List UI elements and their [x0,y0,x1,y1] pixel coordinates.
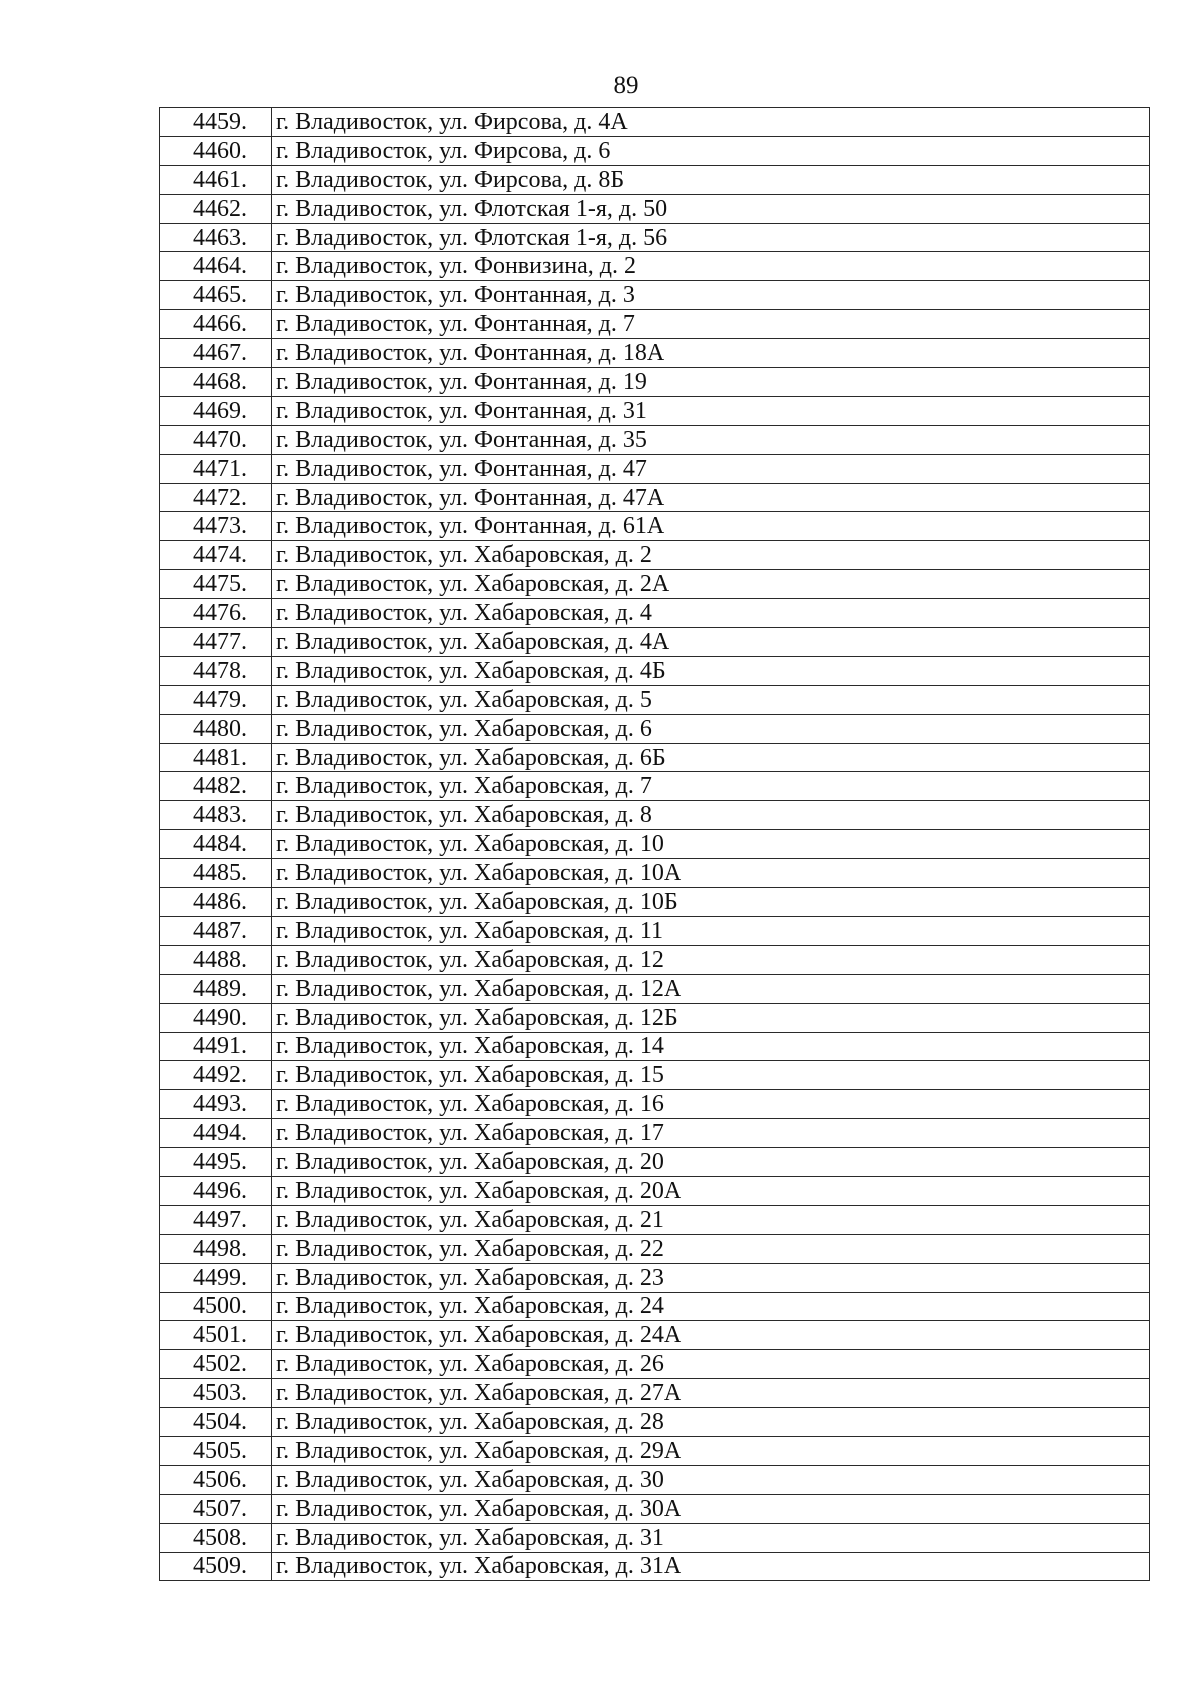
row-number: 4485. [160,859,272,888]
row-number: 4478. [160,656,272,685]
row-address: г. Владивосток, ул. Хабаровская, д. 21 [272,1205,1150,1234]
row-address: г. Владивосток, ул. Хабаровская, д. 14 [272,1032,1150,1061]
row-number: 4477. [160,628,272,657]
row-address: г. Владивосток, ул. Фонтанная, д. 61А [272,512,1150,541]
row-address: г. Владивосток, ул. Фонтанная, д. 3 [272,281,1150,310]
row-number: 4501. [160,1321,272,1350]
table-row [160,541,1150,570]
table-row [160,136,1150,165]
table-row [160,1321,1150,1350]
table-row [160,1234,1150,1263]
row-address: г. Владивосток, ул. Хабаровская, д. 20 [272,1148,1150,1177]
table-row [160,1350,1150,1379]
row-address: г. Владивосток, ул. Хабаровская, д. 11 [272,916,1150,945]
table-row [160,194,1150,223]
table-row [160,1061,1150,1090]
table-row [160,743,1150,772]
row-number: 4474. [160,541,272,570]
table-row [160,310,1150,339]
row-address: г. Владивосток, ул. Хабаровская, д. 6Б [272,743,1150,772]
row-number: 4469. [160,396,272,425]
row-number: 4504. [160,1408,272,1437]
row-address: г. Владивосток, ул. Хабаровская, д. 24А [272,1321,1150,1350]
table-row [160,859,1150,888]
row-address: г. Владивосток, ул. Фирсова, д. 4А [272,108,1150,137]
row-address: г. Владивосток, ул. Хабаровская, д. 31 [272,1523,1150,1552]
table-row [160,1176,1150,1205]
table-row [160,1148,1150,1177]
row-number: 4463. [160,223,272,252]
row-number: 4505. [160,1436,272,1465]
row-address: г. Владивосток, ул. Хабаровская, д. 30 [272,1465,1150,1494]
row-number: 4459. [160,108,272,137]
row-address: г. Владивосток, ул. Хабаровская, д. 22 [272,1234,1150,1263]
table-row [160,1436,1150,1465]
table-row [160,801,1150,830]
row-number: 4488. [160,945,272,974]
table-row [160,108,1150,137]
row-number: 4468. [160,368,272,397]
row-number: 4480. [160,714,272,743]
row-address: г. Владивосток, ул. Хабаровская, д. 2 [272,541,1150,570]
row-address: г. Владивосток, ул. Хабаровская, д. 8 [272,801,1150,830]
row-address: г. Владивосток, ул. Хабаровская, д. 10 [272,830,1150,859]
row-address: г. Владивосток, ул. Флотская 1-я, д. 56 [272,223,1150,252]
table-row [160,772,1150,801]
row-address: г. Владивосток, ул. Хабаровская, д. 16 [272,1090,1150,1119]
row-address: г. Владивосток, ул. Хабаровская, д. 15 [272,1061,1150,1090]
row-address: г. Владивосток, ул. Хабаровская, д. 17 [272,1119,1150,1148]
table-row [160,368,1150,397]
table-row [160,1263,1150,1292]
row-address: г. Владивосток, ул. Хабаровская, д. 28 [272,1408,1150,1437]
row-number: 4509. [160,1552,272,1581]
row-number: 4489. [160,974,272,1003]
row-address: г. Владивосток, ул. Хабаровская, д. 2А [272,570,1150,599]
table-row [160,165,1150,194]
row-number: 4506. [160,1465,272,1494]
row-number: 4487. [160,916,272,945]
table-row [160,1090,1150,1119]
row-number: 4498. [160,1234,272,1263]
table-row [160,830,1150,859]
table-row [160,916,1150,945]
row-address: г. Владивосток, ул. Хабаровская, д. 12А [272,974,1150,1003]
table-row [160,1032,1150,1061]
page-number: 89 [613,72,639,99]
row-number: 4491. [160,1032,272,1061]
row-address: г. Владивосток, ул. Фонтанная, д. 7 [272,310,1150,339]
row-address: г. Владивосток, ул. Фонтанная, д. 31 [272,396,1150,425]
table-row [160,1523,1150,1552]
row-address: г. Владивосток, ул. Фонтанная, д. 47А [272,483,1150,512]
row-address: г. Владивосток, ул. Хабаровская, д. 5 [272,685,1150,714]
row-address: г. Владивосток, ул. Хабаровская, д. 23 [272,1263,1150,1292]
row-number: 4486. [160,888,272,917]
table-row [160,512,1150,541]
row-number: 4495. [160,1148,272,1177]
table-row [160,1379,1150,1408]
table-row [160,223,1150,252]
row-address: г. Владивосток, ул. Фирсова, д. 8Б [272,165,1150,194]
row-number: 4481. [160,743,272,772]
table-row [160,599,1150,628]
row-number: 4494. [160,1119,272,1148]
table-row [160,945,1150,974]
row-number: 4479. [160,685,272,714]
row-number: 4493. [160,1090,272,1119]
row-address: г. Владивосток, ул. Хабаровская, д. 27А [272,1379,1150,1408]
row-address: г. Владивосток, ул. Хабаровская, д. 4А [272,628,1150,657]
row-address: г. Владивосток, ул. Фонтанная, д. 35 [272,425,1150,454]
table-row [160,1408,1150,1437]
row-address: г. Владивосток, ул. Фирсова, д. 6 [272,136,1150,165]
table-row [160,1494,1150,1523]
table-row [160,454,1150,483]
row-address: г. Владивосток, ул. Фонтанная, д. 19 [272,368,1150,397]
row-address: г. Владивосток, ул. Хабаровская, д. 4 [272,599,1150,628]
table-row [160,656,1150,685]
table-row [160,425,1150,454]
table-row [160,281,1150,310]
row-number: 4471. [160,454,272,483]
address-table [159,107,1150,1581]
table-row [160,685,1150,714]
table-row [160,628,1150,657]
row-number: 4483. [160,801,272,830]
row-address: г. Владивосток, ул. Хабаровская, д. 6 [272,714,1150,743]
row-address: г. Владивосток, ул. Фонвизина, д. 2 [272,252,1150,281]
row-address: г. Владивосток, ул. Хабаровская, д. 24 [272,1292,1150,1321]
table-row [160,974,1150,1003]
row-number: 4508. [160,1523,272,1552]
row-address: г. Владивосток, ул. Хабаровская, д. 31А [272,1552,1150,1581]
row-number: 4461. [160,165,272,194]
address-table-body [160,108,1150,1581]
row-address: г. Владивосток, ул. Хабаровская, д. 12 [272,945,1150,974]
table-row [160,570,1150,599]
row-number: 4507. [160,1494,272,1523]
row-address: г. Владивосток, ул. Хабаровская, д. 26 [272,1350,1150,1379]
table-row [160,888,1150,917]
row-address: г. Владивосток, ул. Хабаровская, д. 12Б [272,1003,1150,1032]
row-number: 4497. [160,1205,272,1234]
row-number: 4500. [160,1292,272,1321]
row-address: г. Владивосток, ул. Хабаровская, д. 29А [272,1436,1150,1465]
row-number: 4476. [160,599,272,628]
row-address: г. Владивосток, ул. Хабаровская, д. 30А [272,1494,1150,1523]
row-number: 4475. [160,570,272,599]
table-row [160,1552,1150,1581]
table-row [160,1205,1150,1234]
row-address: г. Владивосток, ул. Хабаровская, д. 10А [272,859,1150,888]
row-number: 4465. [160,281,272,310]
row-number: 4482. [160,772,272,801]
row-number: 4462. [160,194,272,223]
row-number: 4466. [160,310,272,339]
table-row [160,396,1150,425]
row-number: 4467. [160,339,272,368]
row-address: г. Владивосток, ул. Хабаровская, д. 4Б [272,656,1150,685]
row-number: 4464. [160,252,272,281]
row-number: 4496. [160,1176,272,1205]
row-address: г. Владивосток, ул. Хабаровская, д. 10Б [272,888,1150,917]
row-number: 4503. [160,1379,272,1408]
row-number: 4490. [160,1003,272,1032]
row-address: г. Владивосток, ул. Хабаровская, д. 20А [272,1176,1150,1205]
table-row [160,1119,1150,1148]
row-address: г. Владивосток, ул. Фонтанная, д. 18А [272,339,1150,368]
table-row [160,252,1150,281]
row-number: 4470. [160,425,272,454]
table-row [160,339,1150,368]
row-number: 4499. [160,1263,272,1292]
table-row [160,714,1150,743]
row-number: 4502. [160,1350,272,1379]
table-row [160,483,1150,512]
row-address: г. Владивосток, ул. Хабаровская, д. 7 [272,772,1150,801]
row-number: 4473. [160,512,272,541]
row-number: 4460. [160,136,272,165]
row-number: 4472. [160,483,272,512]
table-row [160,1292,1150,1321]
row-number: 4492. [160,1061,272,1090]
table-row [160,1465,1150,1494]
row-address: г. Владивосток, ул. Фонтанная, д. 47 [272,454,1150,483]
row-address: г. Владивосток, ул. Флотская 1-я, д. 50 [272,194,1150,223]
table-row [160,1003,1150,1032]
row-number: 4484. [160,830,272,859]
